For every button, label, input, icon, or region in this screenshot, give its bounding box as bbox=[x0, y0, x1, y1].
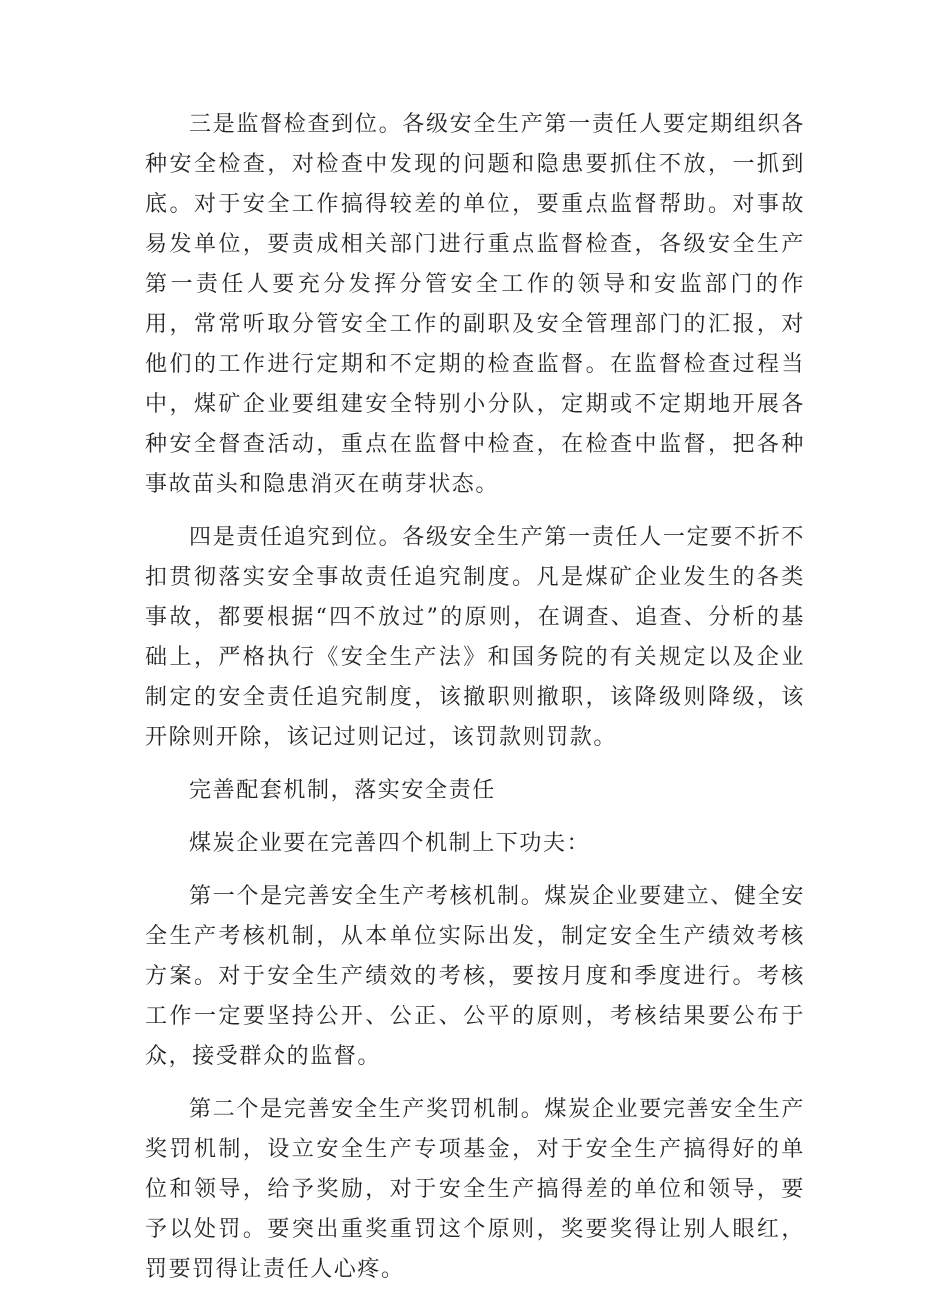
paragraph-reward-penalty-mechanism: 第二个是完善安全生产奖罚机制。煤炭企业要完善安全生产奖罚机制，设立安全生产专项基金，对于安全生产搞得好的单位和领导，给予奖励，对于安全生产搞得差的单位和领导，要 予以处罚。要突出重奖重罚这个原则，奖要奖得让别人眼红，罚要罚得让责任人心疼。 bbox=[145, 1097, 805, 1282]
paragraph-assessment-mechanism: 第一个是完善安全生产考核机制。煤炭企业要建立、健全安全生产考核机制，从本单位实际出发，制定安全生产绩效考核方案。对于安全生产绩效的考核，要按月度和季度进行。考核工作一定要坚持公开、公正、公平的原则，考核结果要公布于众，接受群众的监督。 bbox=[145, 884, 805, 1069]
section-heading: 完善配套机制，落实安全责任 bbox=[189, 778, 496, 803]
paragraph-responsibility-accountability: 四是责任追究到位。各级安全生产第一责任人一定要不折不扣贯彻落实安全事故责任追究制度。凡是煤矿企业发生的各类事故，都要根据“四不放过”的原则，在调查、追查、分析的基础上，严格执行《安全生产法》和国务院的有关规定以及企业制定的安全责任追究制度，该撤职则撤职，该降级则降级，该开除则开除，该记过则记过，该罚款则罚款。 bbox=[145, 525, 805, 750]
paragraph-supervision-inspection: 三是监督检查到位。各级安全生产第一责任人要定期组织各种安全检查，对检查中发现的问题和隐患要抓住不放，一抓到底。对于安全工作搞得较差的单位，要重点监督帮助。对事故易发单位，要责成相关部门进行重点监督检查，各级安全生产第一责任人要充分发挥分管安全工作的领导和安监部门的作用，常常听取分管安全工作的副职及安全管理部门的汇报，对他们的工作进行定期和不定期的检查监督。在监督检查过程当中，煤矿企业要组建安全特别小分队，定期或不定期地开展各种安全督查活动，重点在监督中检查，在检查中监督，把各种事故苗头和隐患消灭在萌芽状态。 bbox=[145, 112, 805, 497]
document-body bbox=[145, 105, 805, 1303]
paragraph-four-mechanisms-intro: 煤炭企业要在完善四个机制上下功夫： bbox=[189, 831, 591, 856]
